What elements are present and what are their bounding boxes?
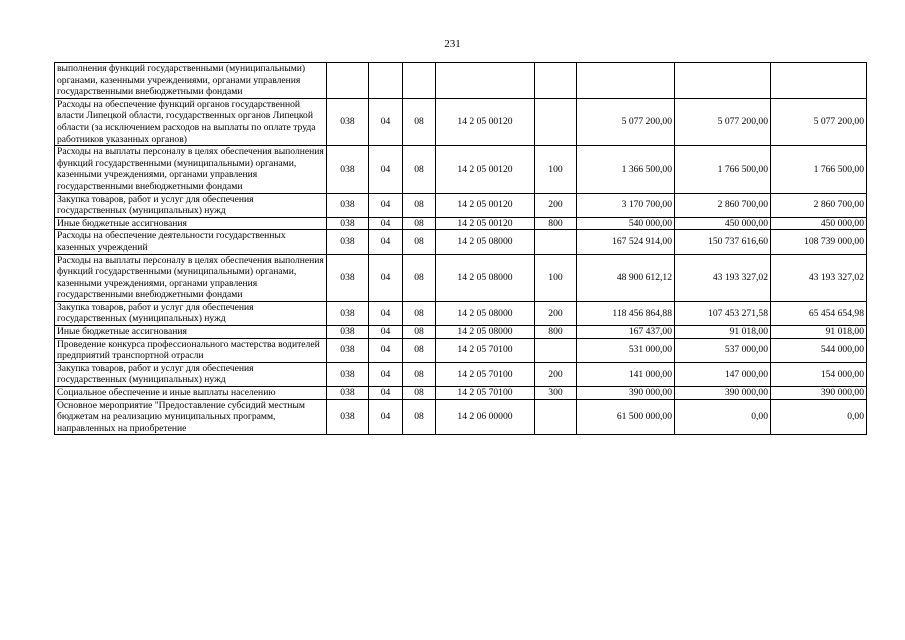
target-article-code: 14 2 05 70100 (436, 362, 535, 386)
ved-code: 038 (327, 193, 369, 217)
subsection-code: 08 (403, 326, 436, 339)
expense-type-code: 200 (535, 301, 577, 325)
target-article-code: 14 2 05 08000 (436, 254, 535, 301)
ved-code: 038 (327, 254, 369, 301)
row-name: Расходы на обеспечение функций органов государственной власти Липецкой области, государственных органов Липецкой области (за исключением расходов на выплаты по оплате труда работников указанных органов) (55, 98, 327, 145)
target-article-code: 14 2 05 08000 (436, 301, 535, 325)
ved-code: 038 (327, 217, 369, 230)
ved-code: 038 (327, 230, 369, 254)
subsection-code: 08 (403, 230, 436, 254)
expense-type-code: 100 (535, 146, 577, 193)
amount-year-2: 150 737 616,60 (675, 230, 771, 254)
expense-type-code (535, 98, 577, 145)
amount-year-1 (577, 63, 675, 99)
subsection-code: 08 (403, 193, 436, 217)
amount-year-1: 540 000,00 (577, 217, 675, 230)
subsection-code: 08 (403, 362, 436, 386)
table-row (55, 301, 867, 325)
expense-type-code (535, 63, 577, 99)
target-article-code: 14 2 05 00120 (436, 146, 535, 193)
amount-year-3: 65 454 654,98 (771, 301, 867, 325)
amount-year-2: 107 453 271,58 (675, 301, 771, 325)
ved-code: 038 (327, 338, 369, 362)
amount-year-2 (675, 63, 771, 99)
subsection-code: 08 (403, 301, 436, 325)
subsection-code: 08 (403, 387, 436, 400)
amount-year-3: 0,00 (771, 399, 867, 435)
table-row (55, 63, 867, 99)
expense-type-code: 800 (535, 326, 577, 339)
amount-year-2: 147 000,00 (675, 362, 771, 386)
amount-year-1: 141 000,00 (577, 362, 675, 386)
amount-year-3: 154 000,00 (771, 362, 867, 386)
table-row (55, 254, 867, 301)
row-name: Социальное обеспечение и иные выплаты населению (55, 387, 327, 400)
row-name: Основное мероприятие "Предоставление субсидий местным бюджетам на реализацию муниципальных программ, направленных на приобретение (55, 399, 327, 435)
amount-year-3: 2 860 700,00 (771, 193, 867, 217)
budget-table (54, 62, 867, 435)
amount-year-1: 167 524 914,00 (577, 230, 675, 254)
row-name: Закупка товаров, работ и услуг для обеспечения государственных (муниципальных) нужд (55, 301, 327, 325)
amount-year-2: 2 860 700,00 (675, 193, 771, 217)
ved-code: 038 (327, 387, 369, 400)
amount-year-1: 1 366 500,00 (577, 146, 675, 193)
target-article-code: 14 2 06 00000 (436, 399, 535, 435)
row-name: Проведение конкурса профессионального мастерства водителей предприятий транспортной отрасли (55, 338, 327, 362)
amount-year-1: 390 000,00 (577, 387, 675, 400)
amount-year-3: 43 193 327,02 (771, 254, 867, 301)
table-row (55, 338, 867, 362)
amount-year-3: 1 766 500,00 (771, 146, 867, 193)
ved-code: 038 (327, 98, 369, 145)
amount-year-2: 1 766 500,00 (675, 146, 771, 193)
amount-year-3: 108 739 000,00 (771, 230, 867, 254)
row-name: Расходы на выплаты персоналу в целях обеспечения выполнения функций государственными (муниципальными) органами, казенными учреждениями, органами управления государственными внебюджетными фондами (55, 146, 327, 193)
target-article-code: 14 2 05 00120 (436, 193, 535, 217)
amount-year-1: 3 170 700,00 (577, 193, 675, 217)
table-row (55, 98, 867, 145)
section-code: 04 (369, 193, 403, 217)
row-name: Иные бюджетные ассигнования (55, 326, 327, 339)
subsection-code: 08 (403, 254, 436, 301)
ved-code: 038 (327, 146, 369, 193)
amount-year-3: 544 000,00 (771, 338, 867, 362)
target-article-code: 14 2 05 00120 (436, 98, 535, 145)
table-row (55, 146, 867, 193)
section-code: 04 (369, 362, 403, 386)
target-article-code (436, 63, 535, 99)
subsection-code: 08 (403, 338, 436, 362)
amount-year-2: 537 000,00 (675, 338, 771, 362)
row-name: выполнения функций государственными (муниципальными) органами, казенными учреждениями, органами управления государственными внебюджетными фондами (55, 63, 327, 99)
target-article-code: 14 2 05 08000 (436, 326, 535, 339)
row-name: Иные бюджетные ассигнования (55, 217, 327, 230)
target-article-code: 14 2 05 08000 (436, 230, 535, 254)
subsection-code: 08 (403, 399, 436, 435)
table-row (55, 362, 867, 386)
section-code: 04 (369, 326, 403, 339)
ved-code: 038 (327, 301, 369, 325)
target-article-code: 14 2 05 70100 (436, 338, 535, 362)
page-number: 231 (444, 38, 461, 50)
section-code: 04 (369, 399, 403, 435)
amount-year-2: 450 000,00 (675, 217, 771, 230)
table-row (55, 217, 867, 230)
amount-year-1: 531 000,00 (577, 338, 675, 362)
table-row (55, 326, 867, 339)
amount-year-2: 390 000,00 (675, 387, 771, 400)
expense-type-code (535, 230, 577, 254)
section-code (369, 63, 403, 99)
subsection-code: 08 (403, 98, 436, 145)
amount-year-3: 5 077 200,00 (771, 98, 867, 145)
expense-type-code (535, 399, 577, 435)
expense-type-code: 800 (535, 217, 577, 230)
amount-year-3: 91 018,00 (771, 326, 867, 339)
amount-year-2: 0,00 (675, 399, 771, 435)
section-code: 04 (369, 98, 403, 145)
row-name: Закупка товаров, работ и услуг для обеспечения государственных (муниципальных) нужд (55, 362, 327, 386)
row-name: Расходы на обеспечение деятельности государственных казенных учреждений (55, 230, 327, 254)
expense-type-code: 200 (535, 193, 577, 217)
amount-year-3: 390 000,00 (771, 387, 867, 400)
amount-year-1: 61 500 000,00 (577, 399, 675, 435)
section-code: 04 (369, 387, 403, 400)
expense-type-code: 300 (535, 387, 577, 400)
row-name: Закупка товаров, работ и услуг для обеспечения государственных (муниципальных) нужд (55, 193, 327, 217)
amount-year-2: 43 193 327,02 (675, 254, 771, 301)
table-row (55, 399, 867, 435)
amount-year-1: 5 077 200,00 (577, 98, 675, 145)
subsection-code: 08 (403, 217, 436, 230)
amount-year-1: 167 437,00 (577, 326, 675, 339)
subsection-code: 08 (403, 146, 436, 193)
amount-year-1: 48 900 612,12 (577, 254, 675, 301)
section-code: 04 (369, 230, 403, 254)
target-article-code: 14 2 05 00120 (436, 217, 535, 230)
table-body (55, 63, 867, 435)
amount-year-3 (771, 63, 867, 99)
ved-code (327, 63, 369, 99)
expense-type-code: 200 (535, 362, 577, 386)
ved-code: 038 (327, 399, 369, 435)
section-code: 04 (369, 301, 403, 325)
expense-type-code: 100 (535, 254, 577, 301)
target-article-code: 14 2 05 70100 (436, 387, 535, 400)
ved-code: 038 (327, 326, 369, 339)
section-code: 04 (369, 338, 403, 362)
ved-code: 038 (327, 362, 369, 386)
table-row (55, 193, 867, 217)
section-code: 04 (369, 217, 403, 230)
amount-year-3: 450 000,00 (771, 217, 867, 230)
table-row (55, 387, 867, 400)
expense-type-code (535, 338, 577, 362)
amount-year-2: 5 077 200,00 (675, 98, 771, 145)
amount-year-1: 118 456 864,88 (577, 301, 675, 325)
subsection-code (403, 63, 436, 99)
section-code: 04 (369, 254, 403, 301)
row-name: Расходы на выплаты персоналу в целях обеспечения выполнения функций государственными (муниципальными) органами, казенными учреждениями, органами управления государственными внебюджетными фондами (55, 254, 327, 301)
section-code: 04 (369, 146, 403, 193)
amount-year-2: 91 018,00 (675, 326, 771, 339)
table-row (55, 230, 867, 254)
